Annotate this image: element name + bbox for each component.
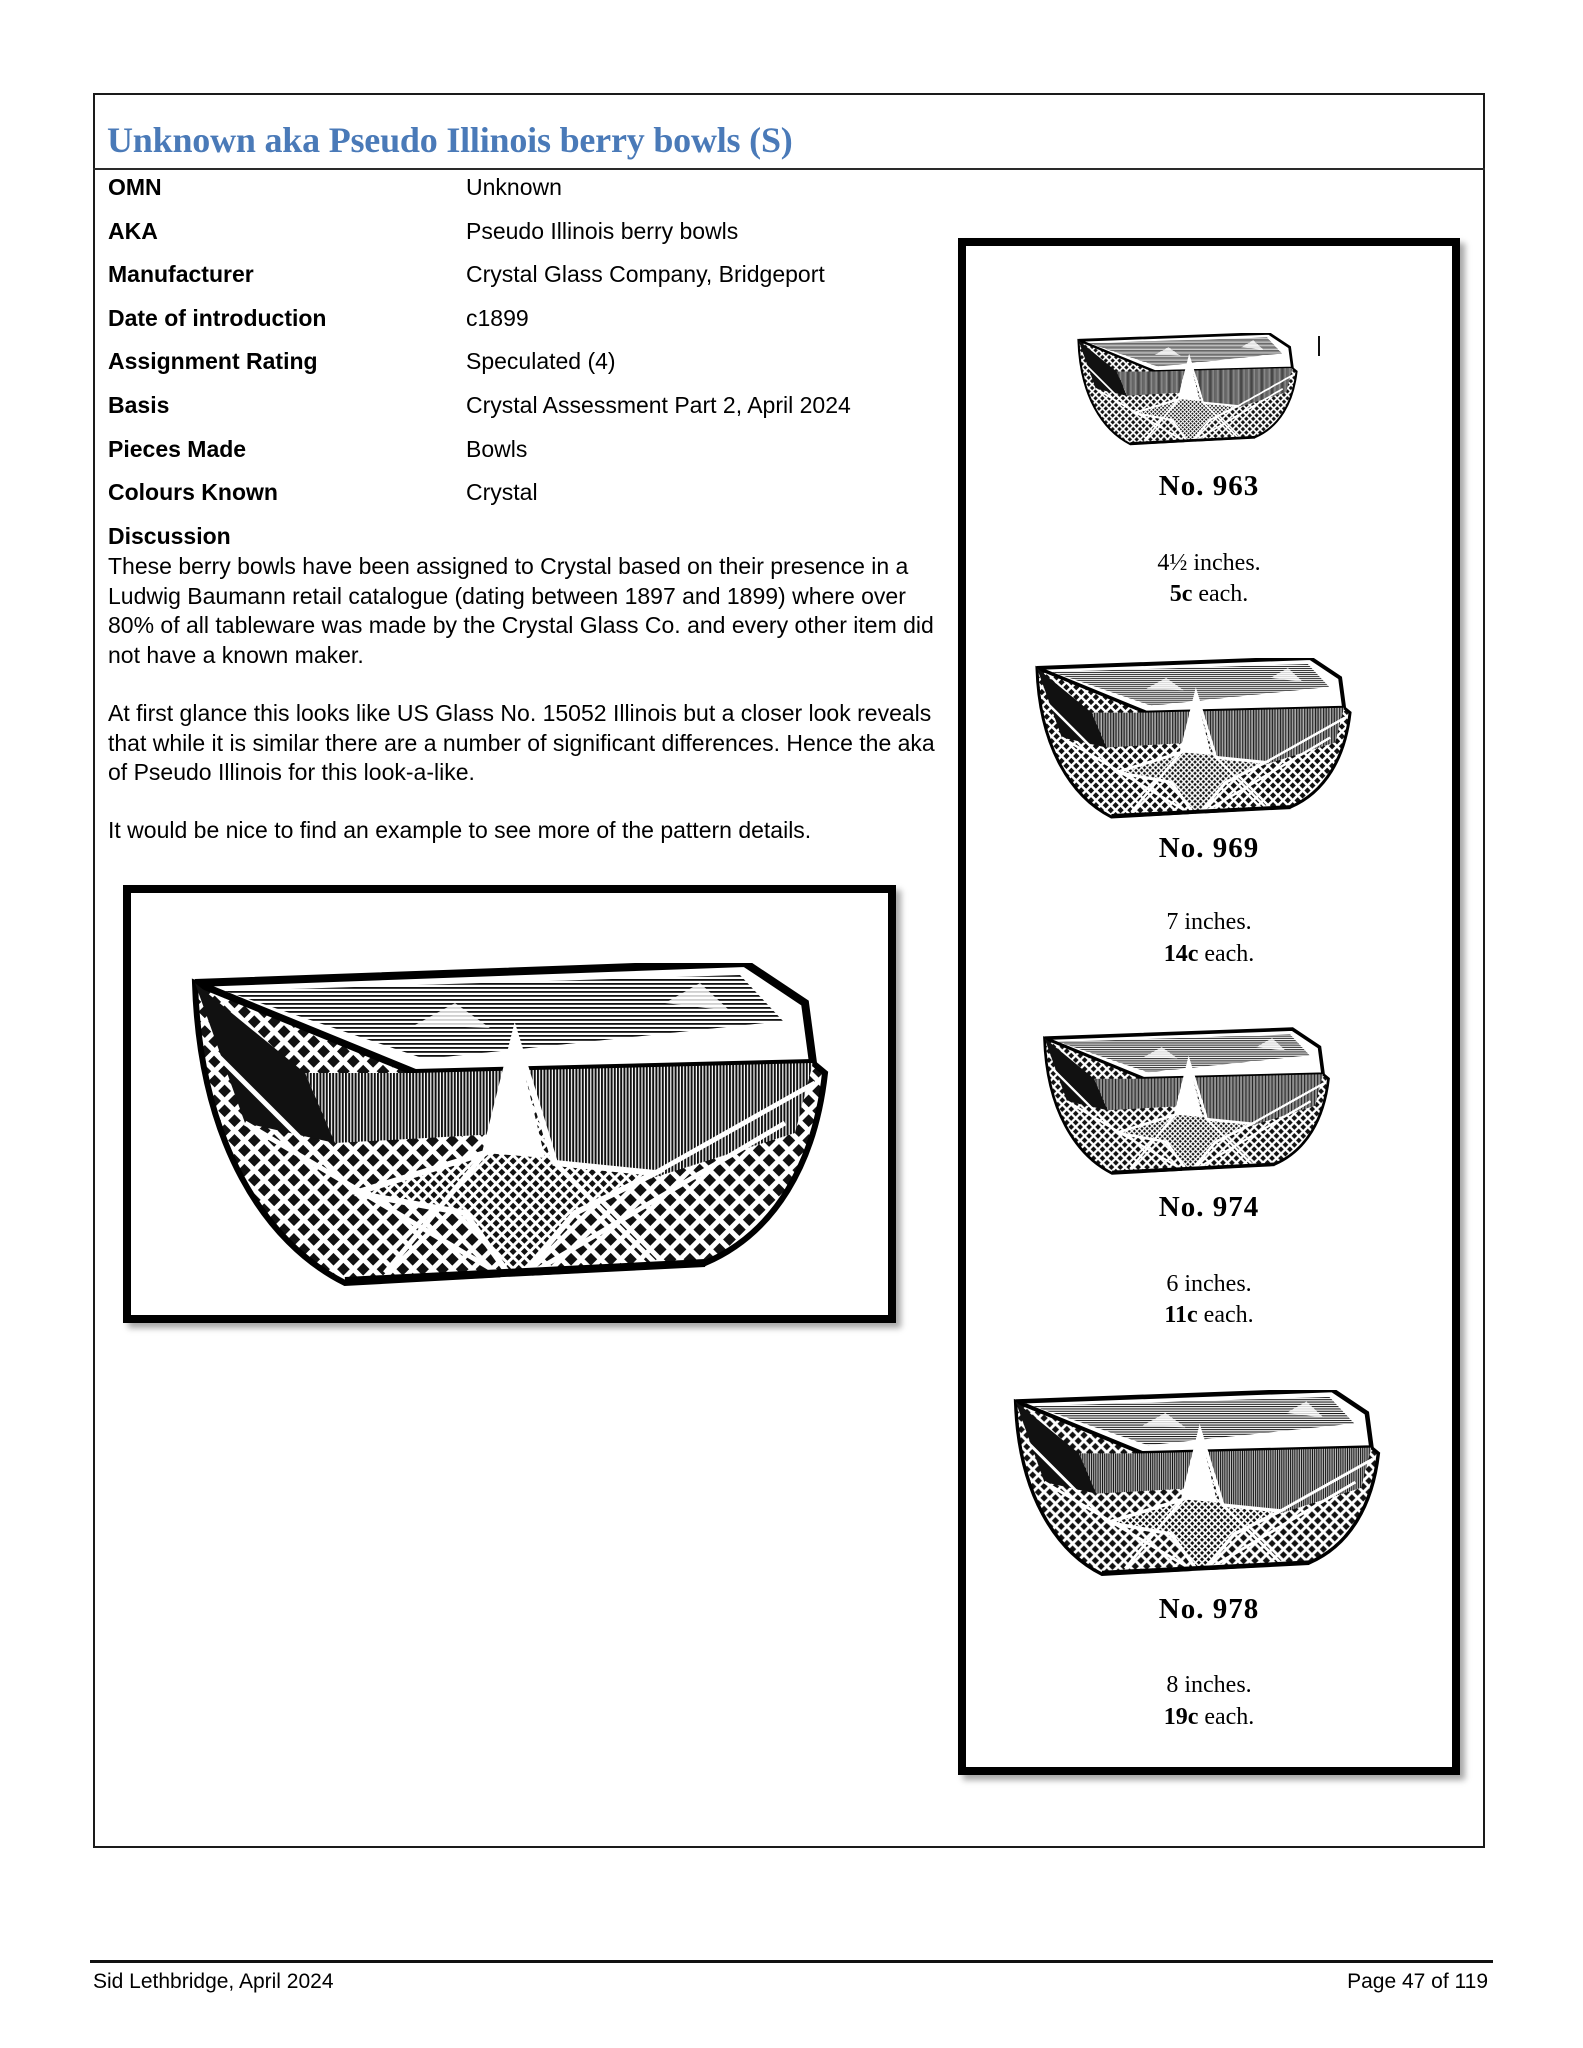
- detail-value: Crystal Assessment Part 2, April 2024: [466, 392, 851, 418]
- discussion-heading: Discussion: [108, 523, 231, 549]
- bowl-963-illustration-icon: [1075, 333, 1300, 448]
- detail-value: Crystal: [466, 479, 538, 506]
- detail-value: Pseudo Illinois berry bowls: [466, 217, 739, 244]
- discussion-paragraph: At first glance this looks like US Glass No. 15052 Illinois but a closer look reveals that while it is similar there are a number of significant differences. Hence the aka of Pseudo Illinois for this look-a-like.: [108, 700, 935, 785]
- catalog-item-size: 6 inches.: [1166, 1271, 1252, 1297]
- price-unit: each.: [1192, 581, 1249, 607]
- catalog-item-number: No. 963: [1158, 470, 1260, 502]
- catalog-item-price: [966, 941, 1452, 968]
- bowl-978-illustration-icon: [1007, 1390, 1387, 1580]
- detail-label: Pieces Made: [108, 435, 247, 462]
- catalog-item-size: 7 inches.: [1166, 909, 1252, 935]
- footer-page-number: Page 47 of 119: [1347, 1970, 1488, 1993]
- bowl-974-illustration-icon: [1040, 1027, 1333, 1180]
- catalog-item-number: No. 974: [1158, 1191, 1260, 1223]
- page-title: Unknown aka Pseudo Illinois berry bowls (S): [107, 120, 793, 160]
- detail-value: Bowls: [466, 435, 528, 462]
- catalog-item-number: No. 978: [1158, 1593, 1260, 1625]
- discussion-paragraph: It would be nice to find an example to see more of the pattern details.: [108, 817, 812, 843]
- bowl-969-illustration-icon: [1030, 658, 1357, 822]
- price-unit: each.: [1198, 941, 1255, 967]
- detail-value: Crystal Glass Company, Bridgeport: [466, 261, 825, 288]
- discussion-paragraph: These berry bowls have been assigned to Crystal based on their presence in a Ludwig Baumann retail catalogue (dating between 1897 and 1899) where over 80% of all tableware was made by the Crystal Glass Co. and every other item did not have a known maker.: [108, 553, 934, 668]
- detail-value: Unknown: [466, 174, 562, 200]
- detail-label: OMN: [108, 174, 162, 200]
- detail-label: Colours Known: [108, 479, 278, 506]
- detail-label: Date of introduction: [108, 304, 327, 331]
- price-amount: 5c: [1169, 581, 1193, 607]
- catalog-item-size: 8 inches.: [1166, 1672, 1252, 1698]
- detail-value: Speculated (4): [466, 348, 616, 375]
- detail-value: c1899: [466, 304, 529, 331]
- detail-label: AKA: [108, 217, 158, 244]
- detail-label: Basis: [108, 392, 170, 418]
- catalog-item-price: [966, 581, 1452, 608]
- footer-author-date: Sid Lethbridge, April 2024: [93, 1970, 334, 1993]
- catalog-item-price: [966, 1704, 1452, 1731]
- scan-mark: [1318, 336, 1320, 356]
- title-divider: [93, 168, 1485, 170]
- catalog-item-number: No. 969: [1158, 832, 1260, 864]
- price-amount: 19c: [1163, 1704, 1199, 1730]
- catalog-item-price: [966, 1302, 1452, 1329]
- price-unit: each.: [1198, 1704, 1255, 1730]
- footer-divider: [90, 1960, 1493, 1963]
- detail-label: Assignment Rating: [108, 348, 318, 375]
- main-bowl-figure: [123, 885, 896, 1323]
- price-unit: each.: [1197, 1302, 1254, 1328]
- price-amount: 11c: [1164, 1302, 1198, 1328]
- price-amount: 14c: [1163, 941, 1199, 967]
- cut-glass-berry-bowl-illustration-icon: [185, 963, 835, 1293]
- detail-label: Manufacturer: [108, 261, 254, 288]
- catalog-item-size: 4½ inches.: [1157, 550, 1261, 576]
